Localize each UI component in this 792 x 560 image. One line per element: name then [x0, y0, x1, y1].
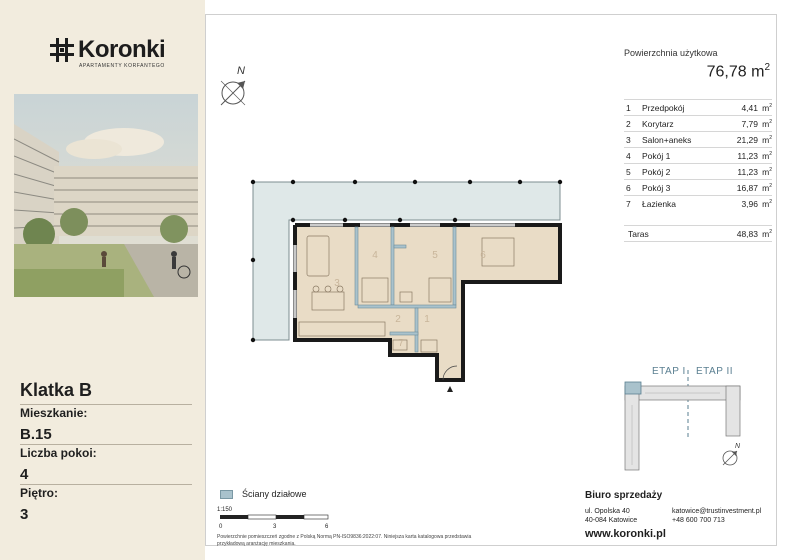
- room-number: 6: [624, 180, 642, 196]
- room-area-unit: $m^2$: [758, 164, 772, 180]
- table-row: [624, 100, 772, 116]
- room-area: 16,87: [724, 180, 758, 196]
- rooms-label: Liczba pokoi:: [20, 446, 97, 460]
- partition-walls-swatch: [220, 490, 233, 499]
- sales-street: ul. Opolska 40: [585, 508, 630, 515]
- norm-footnote: Powierzchnie pomieszczeń zgodne z Polską Normą PN-ISO9836:2022:07. Niniejsza karta katalogowa przedstawia przykładową aranżację mieszkania.: [217, 534, 472, 547]
- partition-walls-label: Ściany działowe: [242, 489, 307, 499]
- divider: [20, 444, 192, 445]
- sales-city: 40-084 Katowice: [585, 517, 638, 524]
- scale-tick: 0: [219, 524, 223, 530]
- floor-label: Piętro:: [20, 486, 59, 500]
- room-name: Korytarz: [642, 116, 724, 132]
- room-area: 21,29: [724, 132, 758, 148]
- room-number: 4: [624, 148, 642, 164]
- stage-2-label: ETAP II: [696, 366, 734, 377]
- north-compass-icon: [723, 443, 741, 465]
- room-name: Pokój 1: [642, 148, 724, 164]
- unit-label: Mieszkanie:: [20, 406, 88, 420]
- table-row: [624, 196, 772, 212]
- divider: [20, 484, 192, 485]
- room-number: 1: [624, 100, 642, 116]
- brand-name: Koronki: [78, 36, 166, 63]
- room-number: 2: [624, 116, 642, 132]
- room-area-unit: $m^2$: [758, 132, 772, 148]
- room-area: 4,41: [724, 100, 758, 116]
- scale-tick: 3: [273, 524, 277, 530]
- floor-plan: [215, 60, 595, 400]
- sales-office-title: Biuro sprzedaży: [585, 490, 663, 501]
- rooms-value: 4: [20, 466, 29, 483]
- usable-area-title: Powierzchnia użytkowa: [624, 48, 718, 58]
- room-name: Pokój 3: [642, 180, 724, 196]
- table-row: [624, 132, 772, 148]
- table-row: [624, 164, 772, 180]
- table-row: [624, 180, 772, 196]
- terrace-label: Taras: [624, 226, 696, 242]
- sales-phone-link[interactable]: +48 600 700 713: [672, 517, 725, 524]
- room-number-3: 3: [334, 278, 340, 289]
- floor-value: 3: [20, 506, 29, 523]
- key-plan: [615, 360, 775, 475]
- svg-text:N: N: [735, 443, 741, 450]
- room-area-unit: $m^2$: [758, 196, 772, 212]
- room-area: 11,23: [724, 148, 758, 164]
- room-number-5: 5: [432, 250, 438, 261]
- room-number-1: 1: [424, 314, 430, 325]
- rooms-table: [624, 99, 772, 212]
- room-number: 7: [624, 196, 642, 212]
- terrace-table: [624, 225, 772, 242]
- room-name: Przedpokój: [642, 100, 724, 116]
- room-area: 3,96: [724, 196, 758, 212]
- room-name: Salon+aneks: [642, 132, 724, 148]
- room-number-6: 6: [480, 250, 486, 261]
- room-number: 5: [624, 164, 642, 180]
- table-row: [624, 148, 772, 164]
- room-area-unit: $m^2$: [758, 180, 772, 196]
- scale-bar: [217, 503, 337, 533]
- brand-tagline: APARTAMENTY KORFANTEGO: [79, 63, 165, 69]
- room-area-unit: $m^2$: [758, 148, 772, 164]
- room-area-unit: $m^2$: [758, 100, 772, 116]
- room-area: 11,23: [724, 164, 758, 180]
- koronki-logo-icon: [50, 38, 74, 62]
- building-rendering: [14, 94, 198, 297]
- scale-ratio: 1:150: [217, 507, 233, 513]
- divider: [20, 404, 192, 405]
- table-row: [624, 116, 772, 132]
- table-row: [624, 226, 772, 242]
- room-area-unit: $m^2$: [758, 116, 772, 132]
- website-link[interactable]: www.koronki.pl: [585, 528, 666, 540]
- room-number: 3: [624, 132, 642, 148]
- room-name: Łazienka: [642, 196, 724, 212]
- sales-email-link[interactable]: katowice@trustinvestment.pl: [672, 508, 762, 515]
- unit-value: B.15: [20, 426, 52, 443]
- room-number-2: 2: [395, 314, 401, 325]
- brand-logo: [50, 38, 170, 74]
- scale-tick: 6: [325, 524, 329, 530]
- north-label: N: [237, 65, 245, 77]
- terrace-value: 48,83: [696, 226, 758, 242]
- room-name: Pokój 2: [642, 164, 724, 180]
- room-number-7: 7: [398, 338, 404, 349]
- staircase-title: Klatka B: [20, 380, 93, 400]
- room-number-4: 4: [372, 250, 378, 261]
- usable-area-total: 76,78 $m^2$: [706, 62, 770, 81]
- terrace-unit: $m^2$: [758, 226, 772, 242]
- room-area: 7,79: [724, 116, 758, 132]
- stage-1-label: ETAP I: [652, 366, 686, 377]
- north-compass-icon: [221, 65, 245, 105]
